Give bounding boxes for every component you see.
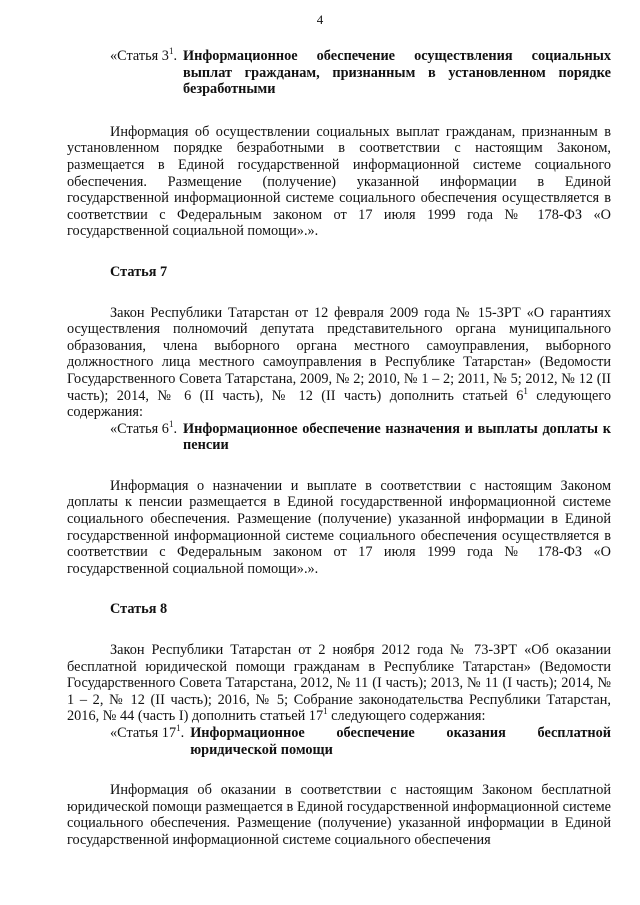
article-7-title: Статья 7 [110,263,168,280]
article-6-1-label: «Статья $6^1$. [110,418,178,437]
article-17-1-heading [67,725,611,758]
article-17-1-label: «Статья $17^1$. [110,723,185,741]
article-8-title: Статья 8 [110,601,168,618]
article-7-paragraph: Закон Республики Татарстан от 12 февраля 2009 года № 15-ЗРТ «О гарантиях осуществления полномочий депутата представительного органа муниципального образования, члена выборного органа местного самоуправления, выборного должностного лица местного самоуправления в Республике Татарстан» (Ведомости Государственного Совета Татарстана, 2009, № 2; 2010, № 1 – 2; 2011, № 5; 2012, № 12 (II часть); 2014, № 6 (II часть), № 12 (II часть) дополнить статьей $6^1$ следующего содержания: [67,304,611,421]
article-8-paragraph: Закон Республики Татарстан от 2 ноября 2012 года № 73-ЗРТ «Об оказании бесплатной юридической помощи гражданам в Республике Татарстан» (Ведомости Государственного Совета Татарстана, 2012, № 11 (I часть); 2013, № 11 (I часть); 2014, № 1 – 2, № 12 (II часть); 2016, № 5; Собрание законодательства Республики Татарстан, 2016, № 44 (часть I) дополнить статьей $17^1$ следующего содержания: [67,642,611,725]
article-3-1-title: Информационное обеспечение осуществления социальных выплат гражданам, признанным в установленном порядке безработными [183,48,611,98]
article-6-1-heading [67,418,611,454]
document-body [67,48,611,849]
article-3-1-paragraph: Информация об осуществлении социальных выплат гражданам, признанным в установленном порядке безработными в соответствии с настоящим Законом, размещается в Единой государственной информационной системе социального обеспечения. Размещение (получение) указанной информации в Единой государственной информационной системе социального обеспечения осуществляется в соответствии с Федеральным законом от 17 июля 1999 года № 178-ФЗ «О государственной социальной помощи».». [67,123,611,240]
article-17-1-title: Информационное обеспечение оказания бесплатной юридической помощи [190,725,611,758]
article-6-1-paragraph: Информация о назначении и выплате в соответствии с настоящим Законом доплаты к пенсии размещается в Единой государственной информационной системе социального обеспечения. Размещение (получение) указанной информации в Единой государственной информационной системе социального обеспечения осуществляется в соответствии с Федеральным законом от 17 июля 1999 года № 178-ФЗ «О государственной социальной помощи».». [67,477,611,577]
article-17-1-paragraph: Информация об оказании в соответствии с настоящим Законом бесплатной юридической помощи размещается в Единой государственной информационной системе социального обеспечения. Размещение (получение) указанной информации в Единой государственной информационной системе социального обеспечения [67,782,611,848]
article-3-1-label: «Статья $3^1$. [110,46,178,64]
article-6-1-title: Информационное обеспечение назначения и выплаты доплаты к пенсии [183,420,611,454]
page-number: 4 [316,12,324,27]
article-3-1-heading [67,48,611,98]
